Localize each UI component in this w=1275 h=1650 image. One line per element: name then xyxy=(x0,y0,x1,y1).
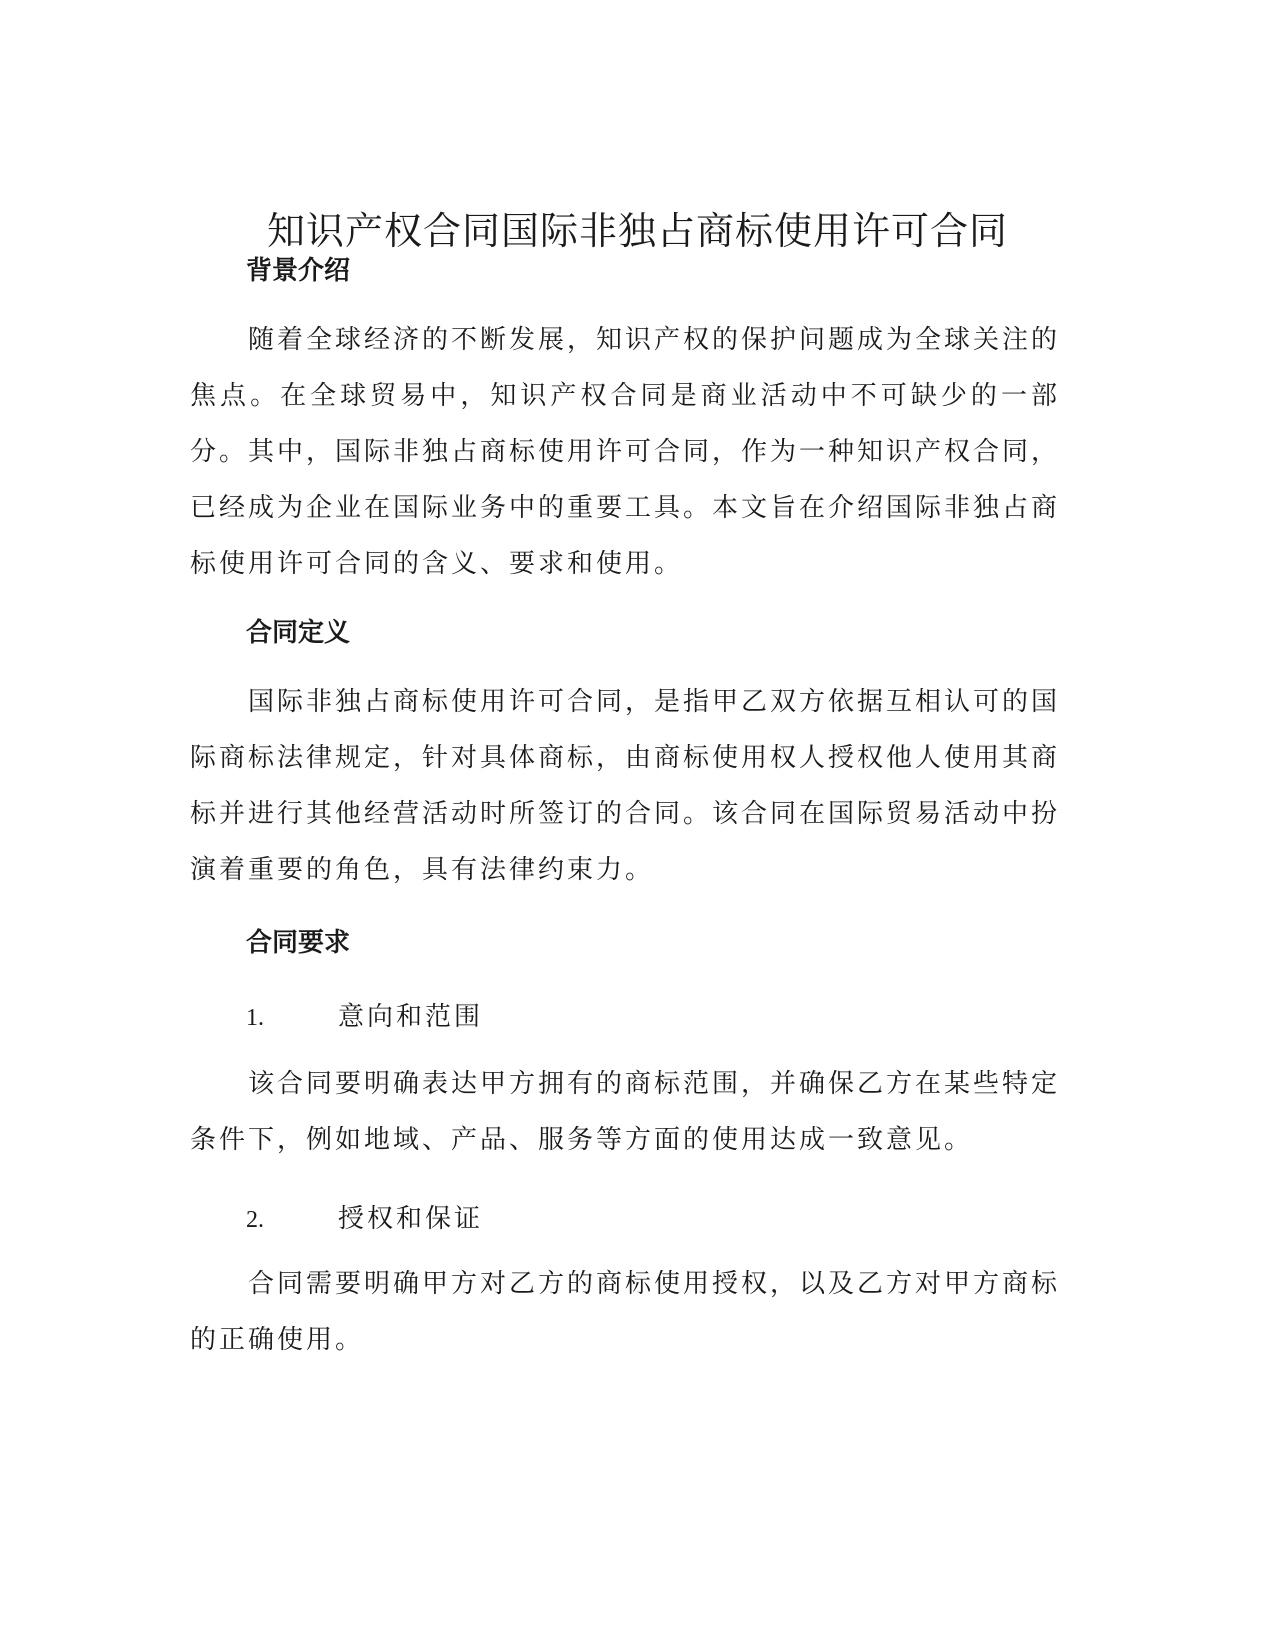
section-heading-background: 背景介绍 xyxy=(246,256,351,286)
requirement-item-2 xyxy=(246,1198,483,1235)
requirement-number: 1. xyxy=(246,1005,264,1031)
requirement-2-paragraph: 合同需要明确甲方对乙方的商标使用授权，以及乙方对甲方商标的正确使用。 xyxy=(190,1269,1061,1355)
document-title: 知识产权合同国际非独占商标使用许可合同 xyxy=(266,209,1008,253)
requirement-1-paragraph: 该合同要明确表达甲方拥有的商标范围，并确保乙方在某些特定条件下，例如地域、产品、服务等方面的使用达成一致意见。 xyxy=(190,1069,1061,1155)
section-heading-requirements: 合同要求 xyxy=(246,928,351,958)
requirement-label: 授权和保证 xyxy=(338,1204,484,1234)
requirement-label: 意向和范围 xyxy=(338,1002,484,1032)
requirement-number: 2. xyxy=(246,1207,264,1233)
definition-paragraph: 国际非独占商标使用许可合同，是指甲乙双方依据互相认可的国际商标法律规定，针对具体商标，由商标使用权人授权他人使用其商标并进行其他经营活动时所签订的合同。该合同在国际贸易活动中扮演着重要的角色，具有法律约束力。 xyxy=(190,687,1061,885)
background-paragraph: 随着全球经济的不断发展，知识产权的保护问题成为全球关注的焦点。在全球贸易中，知识产权合同是商业活动中不可缺少的一部分。其中，国际非独占商标使用许可合同，作为一种知识产权合同，已经成为企业在国际业务中的重要工具。本文旨在介绍国际非独占商标使用许可合同的含义、要求和使用。 xyxy=(190,325,1061,579)
section-heading-definition: 合同定义 xyxy=(246,618,351,648)
requirement-item-1 xyxy=(246,996,483,1033)
